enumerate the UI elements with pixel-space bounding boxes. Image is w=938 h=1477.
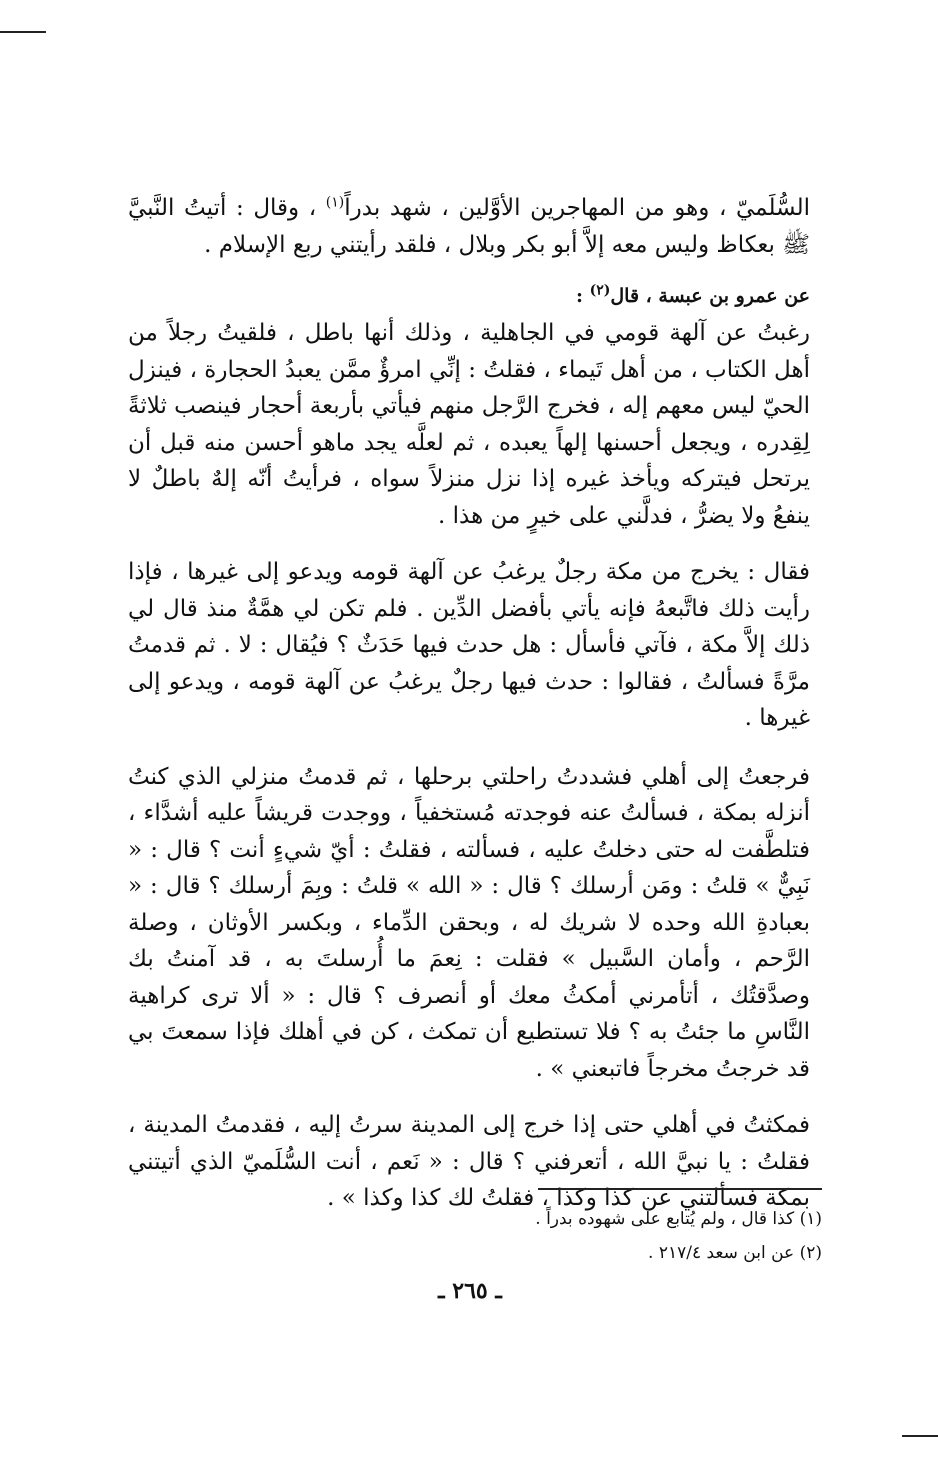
- section-heading: [128, 281, 810, 311]
- footnote-2: (٢) عن ابن سعد ٢١٧/٤ .: [648, 1243, 822, 1263]
- footnotes: [420, 1202, 822, 1270]
- paragraph-2: رغبتُ عن آلهة قومي في الجاهلية ، وذلك أنها باطل ، فلقيتُ رجلاً من أهل الكتاب ، من أهل تَيماء ، فقلتُ : إنِّي امرؤٌ ممَّن يعبدُ الحجارة ، فينزل الحيّ ليس معهم إله ، فخرج الرَّجل منهم فيأتي بأربعة أحجار فينصب ثلاثةً لِقِدره ، ويجعل أحسنها إلهاً يعبده ، ثم لعلَّه يجد ماهو أحسن منه قبل أن يرتحل فيتركه ويأخذ غيره إذا نزل منزلاً سواه ، فرأيتُ أنّه إلهٌ باطلٌ لا ينفعُ ولا يضرُّ ، فدلَّني على خيرٍ من هذا .: [127, 320, 810, 529]
- footnote-separator: [538, 1188, 822, 1190]
- paragraph-5: فمكثتُ في أهلي حتى إذا خرج إلى المدينة سرتُ إليه ، فقدمتُ المدينة ، فقلتُ : يا نبيَّ الله ، أتعرفني ؟ قال : « نَعم ، أنت السُّلَميّ الذي أتيتني بمكة فسألتني عن كذا وكذا ، فقلتُ لك كذا وكذا » .: [128, 1112, 810, 1211]
- scan-edge-mark-top: [0, 31, 46, 33]
- page-number: ـ ٢٦٥ ـ: [438, 1278, 502, 1304]
- paragraph-4: فرجعتُ إلى أهلي فشددتُ راحلتي برحلها ، ثم قدمتُ منزلي الذي كنتُ أنزله بمكة ، فسألتُ عنه فوجدته مُستخفياً ، ووجدت قريشاً عليه أشدَّاء ، فتلطَّفت له حتى دخلتُ عليه ، فسألته ، فقلتُ : أيّ شيءٍ أنت ؟ قال : « نَبِيٌّ » قلتُ : ومَن أرسلك ؟ قال : « الله » قلتُ : وبِمَ أرسلك ؟ قال : « بعبادةِ الله وحده لا شريك له ، وبحقن الدِّماء ، وبكسر الأوثان ، وصلة الرَّحم ، وأمان السَّبيل » فقلت : نِعمَ ما أُرسلتَ به ، قد آمنتُ بك وصدَّقتُك ، أتأمرني أمكثُ معك أو أنصرف ؟ قال : « ألا ترى كراهية النَّاسِ ما جئتُ به ؟ فلا تستطيع أن تمكث ، كن في أهلك فإذا سمعتَ بي قد خرجتُ مخرجاً فاتبعني » .: [128, 763, 810, 1082]
- page-body: [128, 190, 810, 1217]
- scan-edge-mark-bottom: [902, 1435, 938, 1437]
- footnote-ref-2: (٢): [589, 282, 611, 299]
- paragraph-1: [128, 190, 810, 263]
- paragraph-3: فقال : يخرج من مكة رجلٌ يرغبُ عن آلهة قومه ويدعو إلى غيرها ، فإذا رأيت ذلك فاتَّبعهُ فإنه يأتي بأفضل الدِّين . فلم تكن لي همَّةٌ منذ قال لي ذلك إلاَّ مكة ، فآتي فأسأل : هل حدث فيها حَدَثٌ ؟ فيُقال : لا . ثم قدمتُ مرَّةً فسألتُ ، فقالوا : حدث فيها رجلٌ يرغبُ عن آلهة قومه ، ويدعو إلى غيرها .: [128, 559, 810, 731]
- paragraph-1-text-cont: ، وقال : أتيتُ النَّبيَّ ﷺ بعكاظ وليس معه إلاَّ أبو بكر وبلال ، فلقد رأيتني ربع الإسلام .: [128, 195, 810, 258]
- section-heading-text: عن عمرو بن عبسة ، قال: [610, 285, 810, 307]
- paragraph-1-text: السُّلَميّ ، وهو من المهاجرين الأوَّلين ، شهد بدراً: [344, 195, 810, 221]
- section-heading-colon: :: [575, 285, 590, 307]
- footnote-1: (١) كذا قال ، ولم يُتابع على شهوده بدراً .: [535, 1209, 822, 1229]
- footnote-ref-1: (١): [325, 194, 345, 211]
